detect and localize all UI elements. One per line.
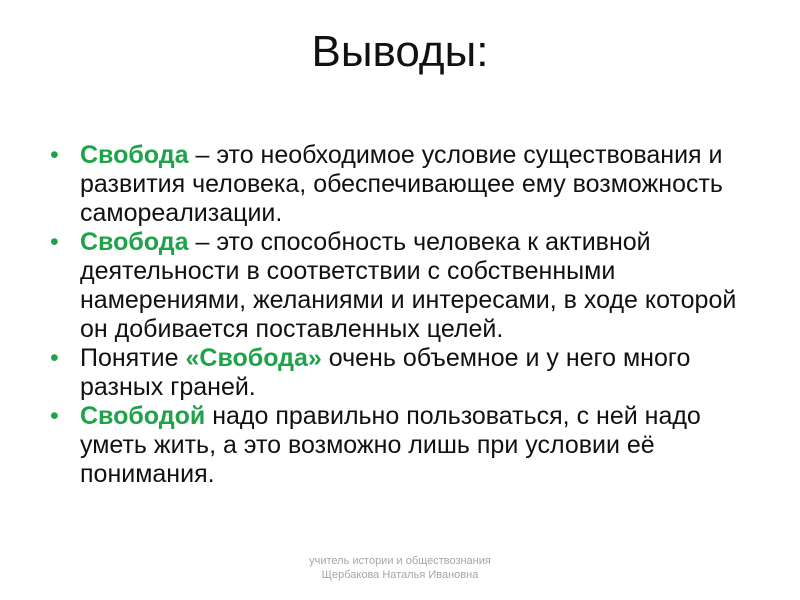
bullet-dot-icon: • xyxy=(50,402,59,430)
bullet-text: – это необходимое условие существования и развития человека, обеспечивающее ему возможность самореализации. xyxy=(80,141,723,227)
footer-author xyxy=(0,554,800,582)
bullet-prefix: Понятие xyxy=(80,344,186,372)
highlight-term: «Свобода» xyxy=(185,344,322,372)
bullet-text: – это способность человека к активной деятельности в соответствии с собственными намерениями, желаниями и интересами, в ходе которой он добивается поставленных целей. xyxy=(80,228,737,343)
bullet-text: очень объемное и у него много разных граней. xyxy=(80,344,691,401)
bullet-item xyxy=(42,344,762,402)
footer-line: учитель истории и обществознания xyxy=(309,555,491,567)
bullet-dot-icon: • xyxy=(50,344,59,372)
slide-title: Выводы: xyxy=(311,27,489,76)
bullet-list xyxy=(42,141,762,489)
highlight-term: Свобода xyxy=(80,228,189,256)
highlight-term: Свободой xyxy=(80,402,206,430)
footer-line: Щербакова Наталья Ивановна xyxy=(321,569,479,581)
bullet-text: надо правильно пользоваться, с ней надо уметь жить, а это возможно лишь при условии её понимания. xyxy=(80,402,701,488)
bullet-item xyxy=(42,228,762,344)
highlight-term: Свобода xyxy=(80,141,189,169)
bullet-dot-icon: • xyxy=(50,228,59,256)
bullet-item xyxy=(42,141,762,228)
bullet-dot-icon: • xyxy=(50,141,59,169)
bullet-item xyxy=(42,402,762,489)
